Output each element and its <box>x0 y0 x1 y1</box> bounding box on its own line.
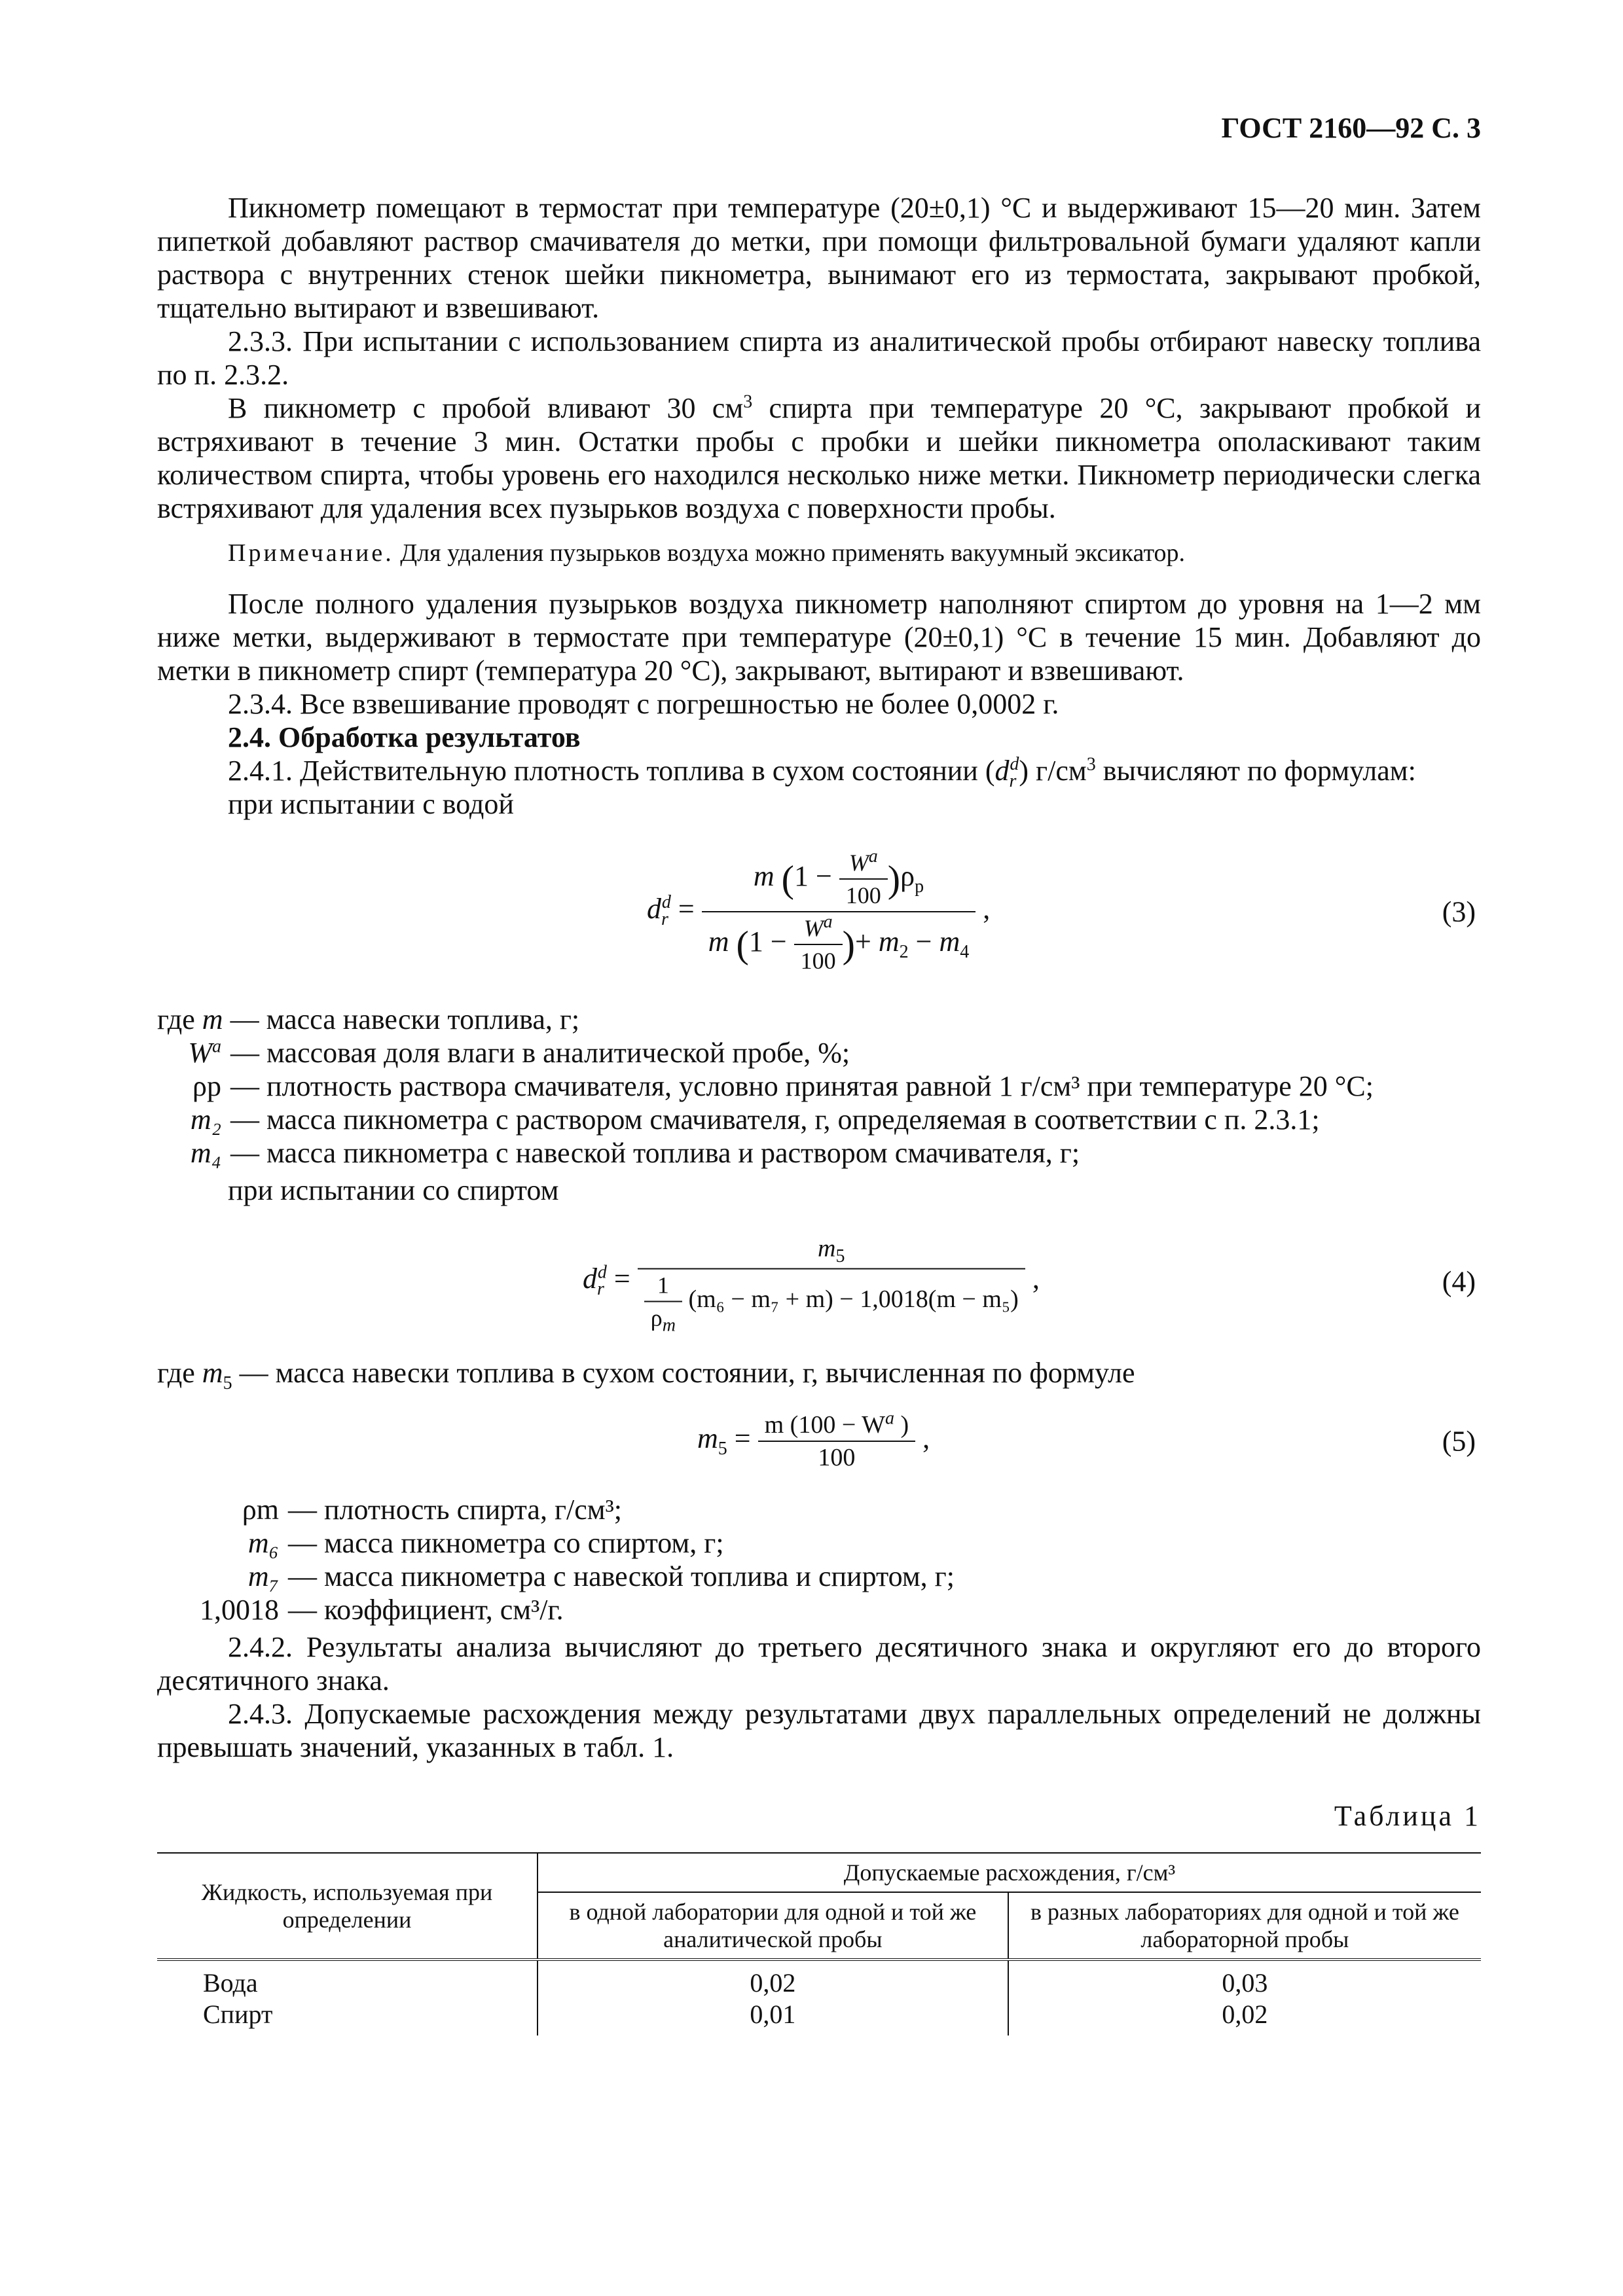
formula-5 <box>157 1399 1481 1484</box>
note <box>157 537 1481 570</box>
table-header-group: Допускаемые расхождения, г/см³ <box>538 1853 1481 1892</box>
definitions-formula-3 <box>157 1003 1481 1170</box>
paragraph-2-3-3: 2.3.3. При испытании с использованием спирта из аналитической пробы отбирают навеску топлива по п. 2.3.2. <box>157 325 1481 391</box>
table-row: Спирт 0,01 0,02 <box>157 1999 1481 2036</box>
discrepancy-table <box>157 1852 1481 2036</box>
definition-row: $W^a$ — массовая доля влаги в аналитической пробе, %; <box>188 1036 850 1069</box>
table-header-different-labs: в разных лабораториях для одной и той же лабораторной пробы <box>1008 1892 1481 1960</box>
formula-4 <box>157 1216 1481 1347</box>
definition-row: m₄ — масса пикнометра с навеской топлива и раствором смачивателя, г; <box>190 1137 1080 1169</box>
paragraph-2-4-2: 2.4.2. Результаты анализа вычисляют до третьего десятичного знака и округляют его до второго десятичного знака. <box>157 1631 1481 1696</box>
definition-m5: где $m_5$ — масса навески топлива в сухом состоянии, г, вычисленная по формуле <box>157 1357 1135 1393</box>
page-header: ГОСТ 2160—92 С. 3 <box>1221 112 1481 144</box>
formula-3 <box>157 830 1481 994</box>
definition-row: где m — масса навески топлива, г; <box>157 1003 580 1035</box>
table-header-liquid: Жидкость, используемая при определении <box>157 1853 538 1960</box>
paragraph-alcohol-test: при испытании со спиртом <box>228 1174 559 1206</box>
paragraph-2-4-1: 2.4.1. Действительную плотность топлива в сухом состоянии $(d_r^d)$ $г/см^3$ вычисляют по формулам: <box>228 754 1416 791</box>
definition-row: ρm — плотность спирта, г/см³; <box>242 1494 623 1526</box>
paragraph-alcohol: В пикнометр с пробой вливают 30 $см^3$ спирта при температуре 20 °С, закрывают пробкой и встряхивают в течение 3 мин. Остатки пробы с пробки и шейки пикнометра ополаскивают таким количеством спирта, чтобы уровень его находился несколько ниже метки. Пикнометр периодически слегка встряхивают для удаления всех пузырьков воздуха с поверхности пробы. <box>157 391 1481 524</box>
paragraph-2-4-3: 2.4.3. Допускаемые расхождения между результатами двух параллельных определений не должны превышать значений, указанных в табл. 1. <box>157 1698 1481 1763</box>
formula-3-number: (3) <box>1442 895 1476 928</box>
section-heading-2-4: 2.4. Обработка результатов <box>228 721 581 753</box>
definition-row: ρр — плотность раствора смачивателя, условно принятая равной 1 г/см³ при температуре 20 °С; <box>192 1070 1374 1102</box>
definition-row: m₇ — масса пикнометра с навеской топлива и спиртом, г; <box>247 1560 955 1592</box>
formula-4-number: (4) <box>1442 1265 1476 1298</box>
table-row: Вода 0,02 0,03 <box>157 1960 1481 1999</box>
note-text: Для удаления пузырьков воздуха можно применять вакуумный эксикатор. <box>393 539 1186 567</box>
formula-3-body: $d_r^d$ = m (1 − $\frac{W^a}{100}$ )$\rho_р$ m (1 − $\frac{W^a}{100}$ )+ $m_2 - m_4$ , <box>647 846 991 974</box>
formula-5-number: (5) <box>1442 1425 1476 1458</box>
definitions-formula-5 <box>157 1493 1481 1626</box>
definition-row: m₂ — масса пикнометра с раствором смачивателя, г, определяемая в соответствии с п. 2.3.1; <box>190 1103 1320 1136</box>
definition-row: 1,0018 — коэффициент, см³/г. <box>200 1594 564 1626</box>
table-caption: Таблица 1 <box>1334 1800 1481 1832</box>
document-body <box>157 191 1481 2036</box>
note-label: Примечание. <box>228 539 394 567</box>
definition-row: m₆ — масса пикнометра со спиртом, г; <box>247 1527 724 1559</box>
formula-5-body: $m_5$ = $\frac{m (100 - W^a )}{100}$ , <box>697 1408 930 1471</box>
paragraph-after-bubbles: После полного удаления пузырьков воздуха пикнометр наполняют спиртом до уровня на 1—2 мм ниже метки, выдерживают в термостате при температуре (20±0,1) °С в течение 15 мин. Добавляют до метки в пикнометр спирт (температура 20 °С), закрывают, вытирают и взвешивают. <box>157 588 1481 687</box>
paragraph-pycnometer: Пикнометр помещают в термостат при температуре (20±0,1) °С и выдерживают 15—20 мин. Затем пипеткой добавляют раствор смачивателя до метки, при помощи фильтровальной бумаги удаляют капли раствора с внутренних стенок шейки пикнометра, вынимают его из термостата, закрывают пробкой, тщательно вытирают и взвешивают. <box>157 192 1481 324</box>
paragraph-water-test: при испытании с водой <box>228 788 514 820</box>
table-header-same-lab: в одной лаборатории для одной и той же аналитической пробы <box>538 1892 1008 1960</box>
paragraph-2-3-4: 2.3.4. Все взвешивание проводят с погрешностью не более 0,0002 г. <box>228 688 1059 720</box>
formula-4-body: $d_r^d$ = $m_5$ $\frac{1}{\rho_m}$ (m₆ − m₇ + m) − 1,0018(m − m₅) , <box>583 1234 1040 1336</box>
